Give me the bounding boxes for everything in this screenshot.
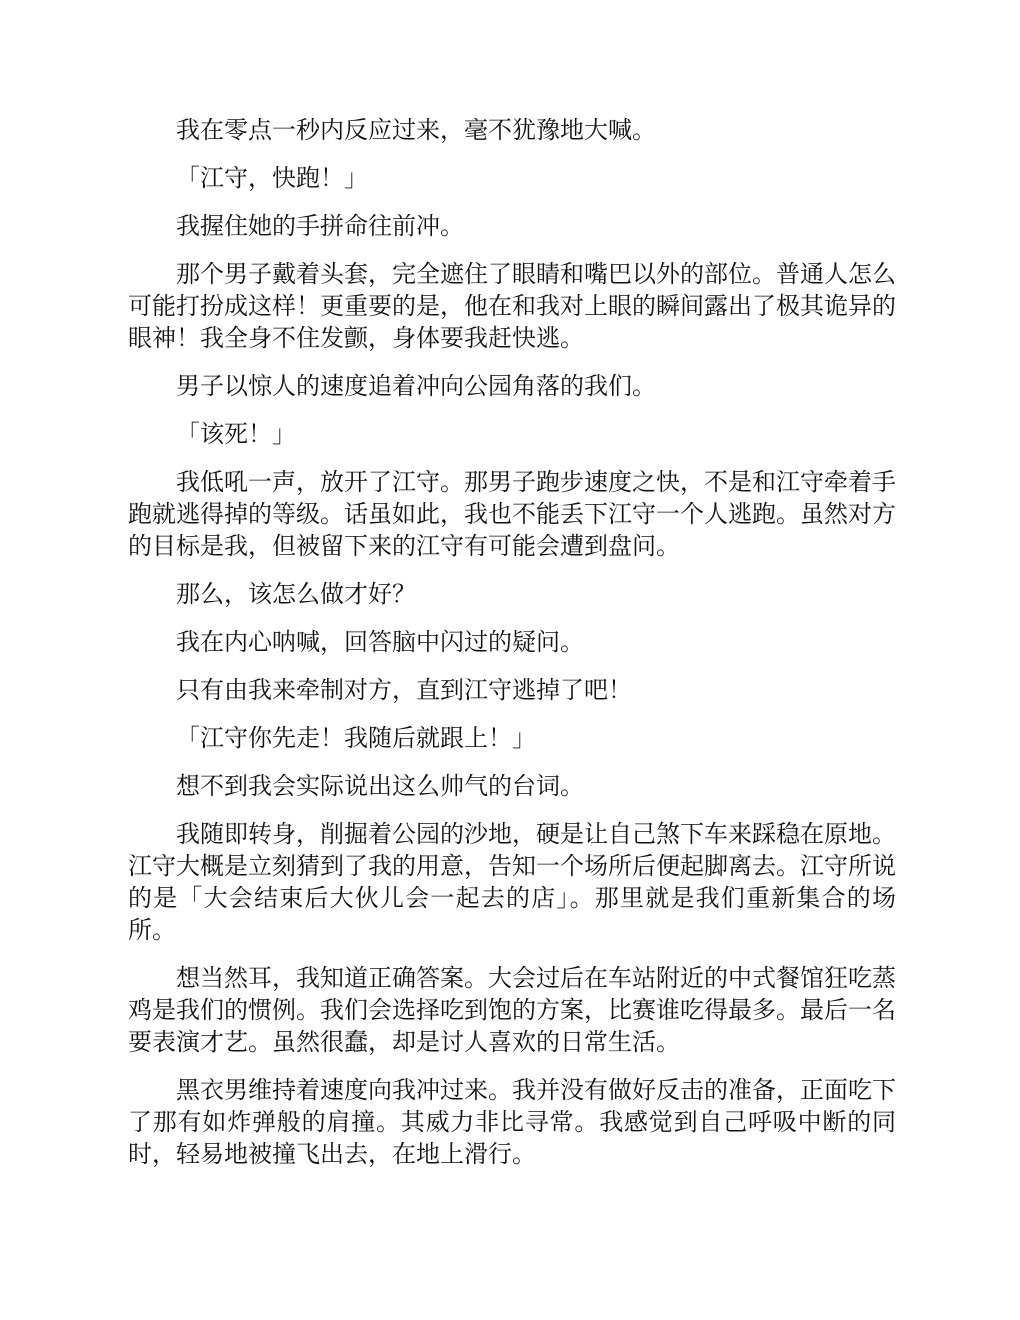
paragraph: 我低吼一声，放开了江守。那男子跑步速度之快，不是和江守牵着手跑就逃得掉的等级。话虽如此，我也不能丢下江守一个人逃跑。虽然对方的目标是我，但被留下来的江守有可能会遭到盘问。 xyxy=(128,468,896,560)
paragraph: 我随即转身，削掘着公园的沙地，硬是让自己煞下车来踩稳在原地。江守大概是立刻猜到了我的用意，告知一个场所后便起脚离去。江守所说的是「大会结束后大伙儿会一起去的店」。那里就是我们重新集合的场所。 xyxy=(128,820,896,944)
paragraph: 男子以惊人的速度追着冲向公园角落的我们。 xyxy=(176,372,656,400)
paragraph: 想当然耳，我知道正确答案。大会过后在车站附近的中式餐馆狂吃蒸鸡是我们的惯例。我们会选择吃到饱的方案，比赛谁吃得最多。最后一名要表演才艺。虽然很蠢，却是讨人喜欢的日常生活。 xyxy=(128,964,896,1056)
document-text xyxy=(128,114,896,1186)
paragraph: 那个男子戴着头套，完全遮住了眼睛和嘴巴以外的部位。普通人怎么可能打扮成这样！更重要的是，他在和我对上眼的瞬间露出了极其诡异的眼神！我全身不住发颤，身体要我赶快逃。 xyxy=(128,260,896,352)
paragraph: 我在内心呐喊，回答脑中闪过的疑问。 xyxy=(176,628,584,656)
paragraph: 想不到我会实际说出这么帅气的台词。 xyxy=(176,772,584,800)
paragraph: 「江守你先走！我随后就跟上！」 xyxy=(176,724,536,752)
paragraph: 我在零点一秒内反应过来，毫不犹豫地大喊。 xyxy=(176,116,656,144)
paragraph: 只有由我来牵制对方，直到江守逃掉了吧！ xyxy=(176,676,632,704)
paragraph: 我握住她的手拼命往前冲。 xyxy=(176,212,464,240)
paragraph: 黑衣男维持着速度向我冲过来。我并没有做好反击的准备，正面吃下了那有如炸弹般的肩撞。其威力非比寻常。我感觉到自己呼吸中断的同时，轻易地被撞飞出去，在地上滑行。 xyxy=(128,1076,896,1168)
paragraph: 那么，该怎么做才好？ xyxy=(176,580,416,608)
paragraph: 「该死！」 xyxy=(176,420,296,448)
paragraph: 「江守，快跑！」 xyxy=(176,164,368,192)
